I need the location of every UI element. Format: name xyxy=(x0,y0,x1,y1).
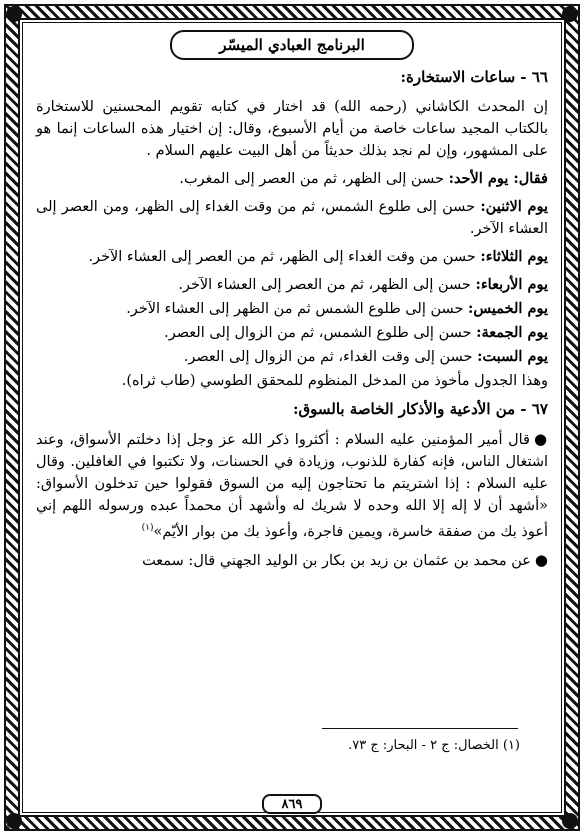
day-text: حسن إلى طلوع الشمس ثم من الظهر إلى العشاء الآخر. xyxy=(126,301,464,317)
day-entry xyxy=(36,196,548,240)
corner-ornament-icon xyxy=(6,6,22,22)
day-label: يوم الثلاثاء: xyxy=(480,248,548,265)
day-label: يوم الخميس: xyxy=(468,300,548,317)
corner-ornament-icon xyxy=(6,813,22,829)
footnote: (١) الخصال: ج ٢ - البحار: ج ٧٣. xyxy=(348,738,520,753)
footnote-divider xyxy=(322,728,518,729)
day-entry xyxy=(36,322,548,344)
day-text: حسن إلى الظهر، ثم من العصر إلى المغرب. xyxy=(179,171,444,187)
hadith-text: عن محمد بن عثمان بن زيد بن بكار بن الوليد الجهني قال: سمعت xyxy=(142,552,531,569)
day-entry xyxy=(36,298,548,320)
day-label: فقال: يوم الأحد: xyxy=(448,170,548,187)
day-entry xyxy=(36,168,548,190)
bullet-icon: ● xyxy=(533,430,548,448)
day-label: يوم السبت: xyxy=(477,348,548,365)
main-text xyxy=(36,66,548,578)
section-heading: ٦٦ - ساعات الاستخارة: xyxy=(400,68,548,86)
day-entry xyxy=(36,346,548,368)
day-label: يوم الجمعة: xyxy=(476,324,548,341)
page-number: ٨٦٩ xyxy=(262,794,322,814)
corner-ornament-icon xyxy=(562,6,578,22)
day-entry xyxy=(36,274,548,296)
paragraph: إن المحدث الكاشاني (رحمه الله) قد اختار في كتابه تقويم المحسنين للاستخارة بالكتاب المجيد ساعات خاصة من أيام الأسبوع، وقال: إن اختيار هذه الساعات إنما هو على المشهور، وإن لم نجد بذلك حديثاً من أهل البيت عليهم السلام . xyxy=(36,99,548,159)
day-text: حسن إلى الظهر، ثم من العصر إلى العشاء الآخر. xyxy=(178,277,471,293)
running-header: البرنامج العبادي الميسّر xyxy=(170,30,414,60)
day-text: حسن إلى طلوع الشمس، ثم من الزوال إلى العصر. xyxy=(164,325,472,341)
bullet-icon: ● xyxy=(534,550,548,569)
corner-ornament-icon xyxy=(562,813,578,829)
day-text: حسن إلى وقت الغداء، ثم من الزوال إلى العصر. xyxy=(183,349,473,365)
day-label: يوم الأربعاء: xyxy=(475,276,548,293)
paragraph: وهذا الجدول مأخوذ من المدخل المنظوم للمحقق الطوسي (طاب ثراه). xyxy=(121,373,548,389)
hadith-text: قال أمير المؤمنين عليه السلام : أكثروا ذكر الله عز وجل إذا دخلتم الأسواق، وعند اشتغال الناس، فإنه كفارة للذنوب، وزيادة في الحسنات، ولا تكتبوا في الغافلين. وقال عليه السلام : إذا اشتريتم ما تحتاجون إليه من السوق فقولوا حين تدخلون الأسواق: «أشهد أن لا إله إلا الله وحده لا شريك له وأشهد أن محمداً عبده ورسوله اللهم إني أعوذ بك من صفقة خاسرة، ويمين فاجرة، وأعوذ بك من بوار الأيّم» xyxy=(36,432,548,540)
day-text: حسن إلى طلوع الشمس، ثم من وقت الغداء إلى الظهر، ومن العصر إلى العشاء الآخر. xyxy=(36,199,548,237)
paragraph xyxy=(36,549,548,572)
day-text: حسن من وقت الغداء إلى الظهر، ثم من العصر إلى العشاء الآخر. xyxy=(88,249,476,265)
paragraph xyxy=(36,428,548,543)
footnote-ref: (١) xyxy=(141,523,154,533)
section-heading: ٦٧ - من الأدعية والأذكار الخاصة بالسوق: xyxy=(292,400,548,418)
day-label: يوم الاثنين: xyxy=(480,198,548,215)
day-entry xyxy=(36,246,548,268)
